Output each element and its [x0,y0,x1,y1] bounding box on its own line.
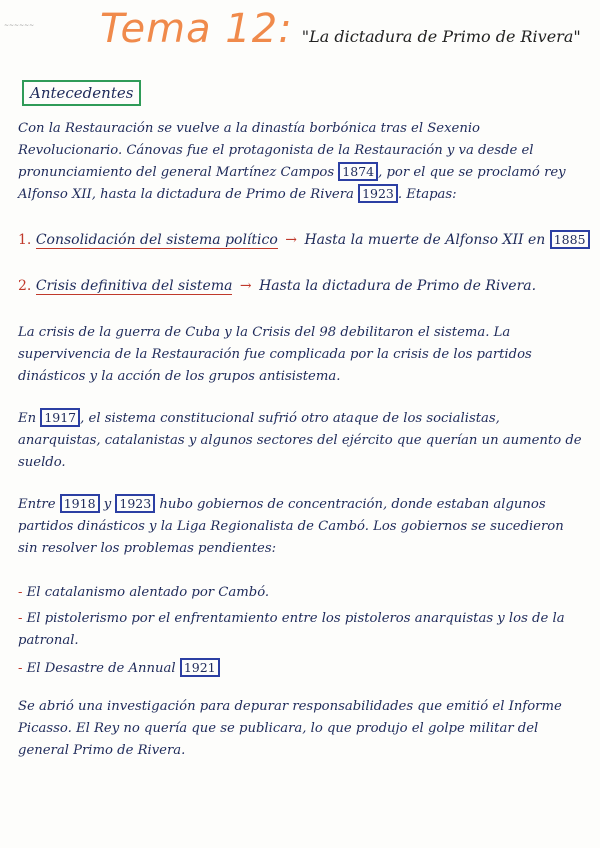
stage-number: 2. [18,278,32,294]
problem-1 [18,582,586,604]
dash: - [18,611,23,626]
intro-text-2: , por el que se proclamó rey Alfonso XII, hasta la dictadura de Primo de Rivera [18,165,566,202]
stage-number: 1. [18,232,32,248]
problem-text: El Desastre de Annual [26,661,176,676]
arrow-icon: → [285,232,297,248]
section-heading: Antecedentes [22,80,141,106]
text: y [103,497,112,512]
title-sub: "La dictadura de Primo de Rivera" [301,27,581,46]
date-box: 1921 [180,658,220,677]
paragraph-governments [18,494,586,560]
text: hubo gobiernos de concentración, donde estaban algunos partidos dinásticos y la Liga Regionalista de Cambó. Los gobiernos se sucedieron sin resolver los problemas pendientes: [18,497,564,556]
text: Entre [18,497,56,512]
stage-1 [18,230,590,249]
date-box: 1917 [40,408,80,427]
date-box: 1885 [550,230,590,249]
title-main: Tema 12: [100,6,293,52]
date-box: 1918 [60,494,100,513]
intro-text-1: Con la Restauración se vuelve a la dinastía borbónica tras el Sexenio Revolucionario. Cánovas fue el protagonista de la Restauración y va desde el pronunciamiento del general Martínez Campos [18,121,534,180]
arrow-icon: → [239,278,252,294]
problem-2 [18,608,586,652]
date-box: 1923 [115,494,155,513]
paragraph-1917 [18,408,586,474]
stage-name: Consolidación del sistema político [35,232,278,248]
stage-name: Crisis definitiva del sistema [35,278,233,294]
problem-text: El catalanismo alentado por Cambó. [26,585,270,600]
closing-paragraph: Se abrió una investigación para depurar responsabilidades que emitió el Informe Picasso. El Rey no quería que se publicara, lo que produjo el golpe militar del general Primo de Rivera. [18,699,562,758]
stage-desc: Hasta la muerte de Alfonso XII en [304,232,546,248]
title [100,6,580,66]
problem-text: El pistolerismo por el enfrentamiento entre los pistoleros anarquistas y los de la patronal. [18,611,565,648]
date-box: 1923 [358,184,398,203]
stage-2 [18,278,536,294]
crisis-paragraph: La crisis de la guerra de Cuba y la Crisis del 98 debilitaron el sistema. La supervivencia de la Restauración fue complicada por la crisis de los partidos dinásticos y la acción de los grupos antisistema. [18,325,532,384]
date-box: 1874 [338,162,378,181]
text: En [18,411,37,426]
stage-desc: Hasta la dictadura de Primo de Rivera. [259,278,537,294]
problem-3 [18,658,586,680]
corner-mark: ~~~~~~ [4,22,35,29]
dash: - [18,661,23,676]
dash: - [18,585,23,600]
intro-paragraph [18,118,586,206]
intro-text-3: . Etapas: [397,187,457,202]
text: , el sistema constitucional sufrió otro ataque de los socialistas, anarquistas, catalanistas y algunos sectores del ejército que querían un aumento de sueldo. [18,411,582,470]
